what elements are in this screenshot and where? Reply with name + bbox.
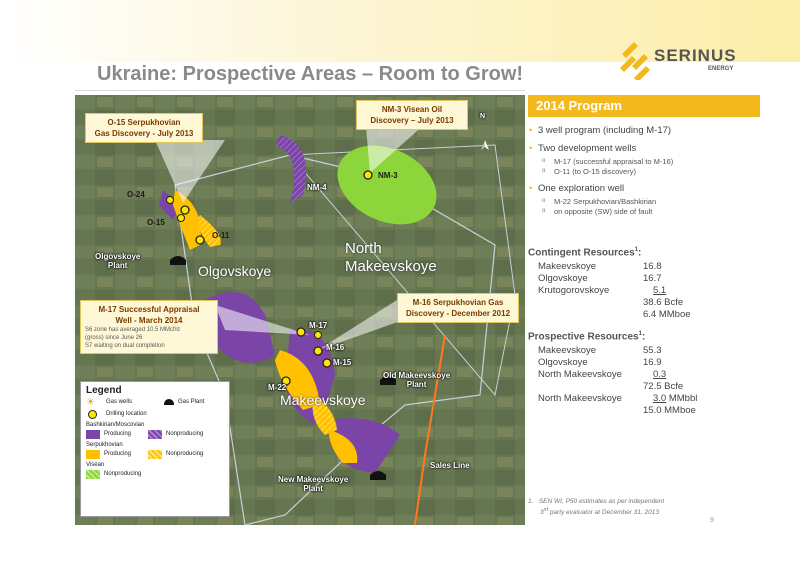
prospective-heading: Prospective Resources$^1$: [528,331,646,343]
prospective-row [528,357,790,369]
footnote-text1: SEN WI, P50 estimates as per independent [538,498,665,505]
contingent-row [528,285,790,297]
callout-o15-title: O-15 Serpukhovian [107,118,181,127]
plant-old-line1: Old Makeevskoye [383,371,451,380]
prospective-value-2: 16.9 [643,357,662,368]
plant-label-new-makeevskoye [278,475,348,493]
sales-line-label: Sales Line [430,461,470,470]
legend-visean: Visean [86,462,105,468]
prospective-total-row [528,405,790,417]
region-olgovskoye: Olgovskoye [198,263,272,279]
north-label: N [480,113,486,120]
contingent-name-3: Krutogorovskoye [538,285,610,296]
prospective-name-2: Olgovskoye [538,357,588,368]
contingent-heading: Contingent Resources$^1$: [528,247,642,259]
well-label-o11: O-11 [212,231,230,240]
contingent-row [528,261,790,273]
plant-new-line2: Plant [303,484,323,493]
region-north-makeevskoye [345,240,437,276]
prospective-row [528,369,790,381]
prospective-total-bcfe: 72.5 Bcfe [643,381,684,392]
callout-nm3-line2: Discovery – July 2013 [370,116,454,125]
plant-olgovskoye-line2: Plant [107,261,128,270]
prospective-sup: 1 [638,331,642,337]
prospective-name-3: North Makeevskoye [538,369,622,380]
contingent-name-1: Makeevskoye [538,261,597,272]
plant-label-old-makeevskoye [383,371,450,389]
contingent-total-bcfe: 38.6 Bcfe [643,297,684,308]
callout-m17 [80,300,218,354]
well-label-o24: O-24 [127,190,145,199]
bullet-2a: o M-17 (successful appraisal to M-16) [528,157,790,167]
footnote-line2 [528,506,664,517]
contingent-sup: 1 [634,247,639,253]
swatch-bashkirian-nonproducing [148,430,162,439]
callout-m16-title: M-16 Serpukhovian Gas [412,298,504,307]
slide-title: Ukraine: Prospective Areas – Room to Grow! [97,63,524,85]
drilling-location-icon [88,410,97,419]
prospective-oil-unit: MMbbl [668,393,698,404]
legend-drilling: Drilling location [106,411,147,417]
footnote-line1 [528,498,664,506]
plant-olgovskoye-line1: Olgovskoye [95,252,141,261]
contingent-row [528,273,790,285]
page-number: 9 [710,517,714,524]
callout-m17-note3: S7 waiting on dual completion [85,343,165,349]
callout-nm3-title: NM-3 Visean Oil [381,105,443,114]
legend-producing-1: Producing [104,431,132,437]
well-label-m22: M-22 [268,383,287,392]
callout-m16-line2: Discovery - December 2012 [405,309,511,318]
plant-label-olgovskoye [95,252,140,270]
well-label-nm4: NM-4 [307,183,327,192]
callout-m17-note2: (gross) since June 26 [85,335,143,341]
prospective-row [528,345,790,357]
callout-m17-note1: S6 zone has averaged 10.5 MMcf/d [85,327,180,333]
region-north-line2: Makeevskoye [345,258,437,275]
callout-o15-line2: Gas Discovery - July 2013 [94,129,194,138]
legend-gas-plant: Gas Plant [178,399,205,405]
footnote-sup: rd [543,507,549,513]
legend-gas-wells: Gas wells [106,399,133,405]
prospective-value-1: 55.3 [643,345,662,356]
legend-title: Legend [86,385,122,396]
swatch-serpukhovian-producing [86,450,100,459]
contingent-heading-text: Contingent Resources [528,247,635,259]
callout-o15 [85,113,203,143]
program-heading: 2014 Program [528,95,760,117]
program-panel [528,95,790,417]
contingent-total-mmboe: 6.4 MMboe [643,309,691,320]
well-label-o15: O-15 [147,218,165,227]
prospective-total-row [528,381,790,393]
well-label-m15: M-15 [333,358,352,367]
legend-row-drilling [86,408,224,420]
callout-m17-line2: Well - March 2014 [115,316,183,325]
legend-serpukhovian: Serpukhovian [86,442,123,448]
legend-nonproducing-3: Nonproducing [104,471,142,477]
prospective-oil-name: North Makeevskoye [538,393,622,404]
bullet-3: • One exploration well [528,183,790,197]
swatch-serpukhovian-nonproducing [148,450,162,459]
legend-row-visean [86,468,224,480]
prospective-oil-number: 3.0 [653,393,667,404]
footnote-number: 1. [528,498,534,505]
serinus-chevrons-icon [618,40,652,80]
well-label-m17: M-17 [309,321,328,330]
well-label-nm3: NM-3 [378,171,398,180]
legend-row-serpukhovian [86,448,224,460]
contingent-value-2: 16.7 [643,273,662,284]
well-label-m16: M-16 [326,343,345,352]
bullet-3b-text: on opposite (SW) side of fault [554,207,653,216]
bullet-3a: o M-22 Serpukhovian/Bashkirian [528,197,790,207]
bullet-2b: o O-11 (to O-15 discovery) [528,167,790,177]
title-divider [75,90,525,91]
prospective-value-3: 0.3 [653,369,667,380]
legend-nonproducing-2: Nonproducing [166,451,204,457]
region-makeevskoye: Makeevskoye [280,392,366,408]
serinus-logo [618,40,768,82]
contingent-total-row [528,297,790,309]
logo-wordmark: SERINUS [654,46,737,65]
legend-bashkirian: Bashkirian/Moscovian [86,422,145,428]
logo-subtitle: ENERGY [708,66,734,72]
legend-nonproducing-1: Nonproducing [166,431,204,437]
footnote-text2b: party evaluator at December 31, 2013 [548,509,660,517]
swatch-bashkirian-producing [86,430,100,439]
prospective-heading-text: Prospective Resources [528,331,639,343]
gas-plant-icon [164,399,174,405]
legend-row-wells [86,396,224,408]
map-legend [80,381,230,517]
region-north-line1: North [345,240,382,257]
callout-m16 [397,293,519,323]
footnote [528,498,664,517]
prospective-oil-value [643,393,723,405]
legend-producing-2: Producing [104,451,132,457]
contingent-total-row [528,309,790,321]
callout-m17-title: M-17 Successful Appraisal [98,305,200,314]
prospective-oil-row [528,393,790,405]
callout-nm3 [356,100,468,130]
contingent-name-2: Olgovskoye [538,273,588,284]
contingent-value-3: 5.1 [653,285,667,296]
contingent-section [528,247,790,321]
sun-icon: ☀ [86,396,95,408]
plant-new-line1: New Makeevskoye [278,475,349,484]
program-bullets [528,125,790,217]
bullet-2: • Two development wells [528,143,790,157]
footnote-text2a: 3 [540,509,544,517]
contingent-value-1: 16.8 [643,261,662,272]
bullet-1: • 3 well program (including M-17) [528,125,790,139]
legend-row-bashkirian [86,428,224,440]
swatch-visean-nonproducing [86,470,100,479]
plant-old-line2: Plant [406,380,427,389]
bullet-3b [528,207,790,217]
prospective-total-mmboe: 15.0 MMboe [643,405,696,416]
prospective-section [528,331,790,417]
prospective-name-1: Makeevskoye [538,345,597,356]
